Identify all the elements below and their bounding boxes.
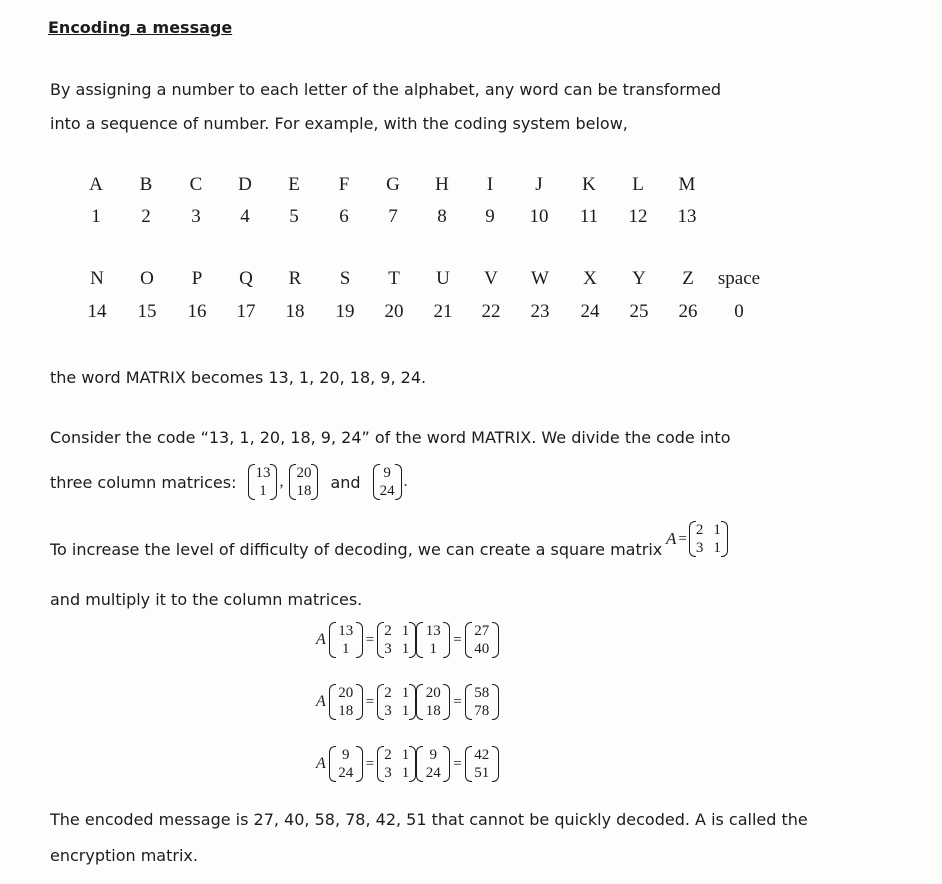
matrix-entry: 51 xyxy=(474,765,490,781)
equals-sign: = xyxy=(365,631,375,648)
matrix-entry: 1 xyxy=(401,765,410,781)
col-matrix-2 xyxy=(289,464,318,500)
comma: , xyxy=(279,473,284,490)
number-cell: 19 xyxy=(335,301,355,322)
matrix-entry: 58 xyxy=(474,685,490,701)
letter-cell: V xyxy=(484,268,498,289)
number-cell: 25 xyxy=(629,301,649,322)
input-vector xyxy=(416,684,450,720)
letter-cell: S xyxy=(339,268,351,289)
matrix-entry: 13 xyxy=(255,465,271,481)
number-cell: 4 xyxy=(240,206,250,227)
matrix-entry: 3 xyxy=(695,540,704,556)
letter-cell: N xyxy=(90,268,104,289)
number-cell: 17 xyxy=(236,301,256,322)
number-cell: 9 xyxy=(485,206,495,227)
matrix-A xyxy=(689,521,728,557)
number-cell: 26 xyxy=(678,301,698,322)
number-cell: 14 xyxy=(87,301,107,322)
period: . xyxy=(403,473,408,490)
number-cell: 3 xyxy=(191,206,201,227)
letter-cell: G xyxy=(386,174,400,195)
matrix-entry: 2 xyxy=(384,685,392,701)
matrix-A-definition xyxy=(666,521,728,557)
matrix-entry: 20 xyxy=(425,685,441,701)
matrix-A-label: A xyxy=(666,529,677,548)
letter-cell: Q xyxy=(239,268,253,289)
letter-cell: P xyxy=(191,268,203,289)
matrix-A-label: A xyxy=(316,755,326,772)
matrix-entry: 24 xyxy=(379,483,395,499)
matrix-entry: 1 xyxy=(713,540,721,556)
number-cell: 11 xyxy=(579,206,599,227)
letter-cell: D xyxy=(238,174,252,195)
col-matrix-3 xyxy=(373,464,402,500)
matrix-entry: 2 xyxy=(384,747,392,763)
matrix-entry: 1 xyxy=(342,641,350,657)
equals-sign: = xyxy=(453,631,462,648)
matrix-entry: 2 xyxy=(384,623,392,639)
matrix-entry: 9 xyxy=(429,747,437,763)
output-vector xyxy=(465,622,499,658)
number-cell: 0 xyxy=(734,301,744,322)
intro-line-1: By assigning a number to each letter of the alphabet, any word can be transformed xyxy=(50,80,722,99)
letter-cell: Z xyxy=(682,268,694,289)
number-cell: 15 xyxy=(137,301,157,322)
letter-cell: Y xyxy=(632,268,646,289)
letter-cell: U xyxy=(436,268,450,289)
number-cell: 13 xyxy=(677,206,697,227)
matrix-A-label: A xyxy=(316,693,326,710)
number-cell: 6 xyxy=(339,206,349,227)
matrix-entry: 1 xyxy=(259,483,267,499)
equation-3 xyxy=(316,746,499,782)
number-cell: 1 xyxy=(91,206,101,227)
letter-cell: R xyxy=(288,268,302,289)
page-title: Encoding a message xyxy=(48,18,233,37)
matrix-entry: 1 xyxy=(401,747,410,763)
matrix-entry: 2 xyxy=(695,522,704,538)
number-cell: 10 xyxy=(529,206,549,227)
number-cell: 22 xyxy=(481,301,501,322)
matrix-entry: 9 xyxy=(383,465,391,481)
matrix-entry: 24 xyxy=(338,765,354,781)
input-vector xyxy=(329,622,363,658)
number-cell: 16 xyxy=(187,301,207,322)
encoded-line-1: The encoded message is 27, 40, 58, 78, 42, 51 that cannot be quickly decoded. A is called the xyxy=(50,810,808,829)
number-cell: 7 xyxy=(388,206,398,227)
input-vector xyxy=(416,746,450,782)
matrix-entry: 78 xyxy=(474,703,490,719)
output-vector xyxy=(465,746,499,782)
equation-1 xyxy=(316,622,499,658)
letter-cell: H xyxy=(435,174,449,195)
letter-cell: space xyxy=(717,268,761,289)
matrix-entry: 27 xyxy=(474,623,490,639)
number-cell: 20 xyxy=(384,301,404,322)
letter-cell: F xyxy=(338,174,350,195)
matrix-entry: 3 xyxy=(384,641,392,657)
matrix-entry: 1 xyxy=(401,623,410,639)
matrix-entry: 1 xyxy=(401,641,410,657)
input-vector xyxy=(329,684,363,720)
encoded-line-2: encryption matrix. xyxy=(50,846,198,865)
letter-cell: W xyxy=(531,268,549,289)
matrix-entry: 20 xyxy=(296,465,312,481)
matrix-entry: 9 xyxy=(342,747,350,763)
matrix-entry: 42 xyxy=(474,747,490,763)
matrix-entry: 3 xyxy=(384,765,392,781)
number-cell: 5 xyxy=(289,206,299,227)
letter-cell: O xyxy=(140,268,154,289)
matrix-A xyxy=(377,746,416,782)
number-cell: 12 xyxy=(628,206,648,227)
number-cell: 18 xyxy=(285,301,305,322)
number-cell: 23 xyxy=(530,301,550,322)
matrix-entry: 1 xyxy=(401,685,410,701)
multiply-line: and multiply it to the column matrices. xyxy=(50,590,363,609)
equals-sign: = xyxy=(453,755,462,772)
letter-cell: A xyxy=(89,174,103,195)
three-column-matrices xyxy=(50,464,408,500)
letter-cell: M xyxy=(678,174,696,195)
letter-cell: C xyxy=(189,174,203,195)
difficulty-line: To increase the level of difficulty of decoding, we can create a square matrix xyxy=(50,540,663,559)
number-cell: 8 xyxy=(437,206,447,227)
equals-sign: = xyxy=(678,530,687,547)
matrix-entry: 3 xyxy=(384,703,392,719)
input-vector xyxy=(329,746,363,782)
matrix-sentence: the word MATRIX becomes 13, 1, 20, 18, 9, 24. xyxy=(50,368,427,387)
matrix-entry: 24 xyxy=(425,765,441,781)
matrix-entry: 18 xyxy=(296,483,312,499)
equation-2 xyxy=(316,684,499,720)
three-cols-label: three column matrices: xyxy=(50,472,237,492)
equals-sign: = xyxy=(453,693,462,710)
matrix-entry: 18 xyxy=(338,703,354,719)
matrix-entry: 1 xyxy=(713,522,721,538)
matrix-entry: 20 xyxy=(338,685,354,701)
letter-cell: J xyxy=(535,174,543,195)
intro-line-2: into a sequence of number. For example, with the coding system below, xyxy=(50,114,628,133)
matrix-A-label: A xyxy=(316,631,326,648)
letter-cell: I xyxy=(486,174,494,195)
number-cell: 24 xyxy=(580,301,600,322)
matrix-A xyxy=(377,684,416,720)
equals-sign: = xyxy=(365,693,375,710)
col-matrix-1 xyxy=(248,464,277,500)
letter-cell: K xyxy=(582,174,596,195)
output-vector xyxy=(465,684,499,720)
letter-cell: B xyxy=(139,174,153,195)
matrix-entry: 13 xyxy=(338,623,354,639)
matrix-entry: 40 xyxy=(474,641,490,657)
matrix-entry: 18 xyxy=(425,703,441,719)
consider-line: Consider the code “13, 1, 20, 18, 9, 24” of the word MATRIX. We divide the code into xyxy=(50,428,731,447)
and-word: and xyxy=(330,472,361,492)
number-cell: 21 xyxy=(433,301,453,322)
letter-cell: E xyxy=(288,174,300,195)
matrix-entry: 1 xyxy=(429,641,437,657)
input-vector xyxy=(416,622,450,658)
matrix-A xyxy=(377,622,416,658)
letter-cell: X xyxy=(583,268,597,289)
number-cell: 2 xyxy=(141,206,151,227)
equals-sign: = xyxy=(365,755,375,772)
letter-cell: L xyxy=(632,174,644,195)
letter-cell: T xyxy=(388,268,400,289)
matrix-entry: 1 xyxy=(401,703,410,719)
matrix-entry: 13 xyxy=(425,623,441,639)
